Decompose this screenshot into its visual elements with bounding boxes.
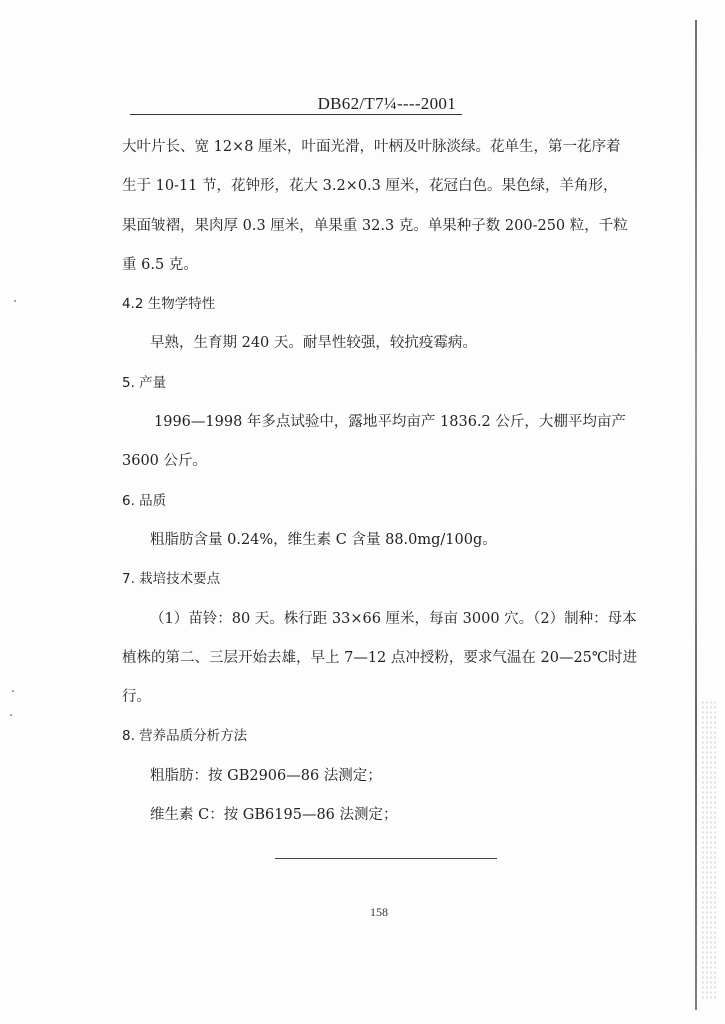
running-header [130,96,462,120]
section-8-item: 维生素 C：按 GB6195—86 法测定； [150,807,398,824]
section-heading-8: 8. 营养品质分析方法 [122,728,248,745]
section-5-line: 3600 公斤。 [122,453,208,470]
section-7-line: 行。 [122,689,151,706]
standard-code: DB62/T7¼----2001 [317,94,456,113]
page-number: 158 [370,905,388,919]
section-heading-4-2: 4.2 生物学特性 [122,296,216,313]
section-heading-6: 6. 品质 [122,492,167,509]
scan-edge-shadow [695,20,697,1010]
body-line: 大叶片长、宽 12×8 厘米，叶面光滑，叶柄及叶脉淡绿。花单生，第一花序着 [122,139,621,155]
body-line: 生于 10-11 节，花钟形，花大 3.2×0.3 厘米，花冠白色。果色绿，羊角形， [122,178,618,195]
section-heading-7: 7. 栽培技术要点 [122,571,221,588]
section-6-text: 粗脂肪含量 0.24%，维生素 C 含量 88.0mg/100g。 [150,531,497,548]
scan-edge-speckle [701,700,717,1000]
scan-speck [10,714,12,716]
body-line: 果面皱褶，果肉厚 0.3 厘米，单果重 32.3 克。单果种子数 200-250 粒，千粒 [122,217,628,234]
section-heading-5: 5. 产量 [122,374,167,391]
section-4-2-text: 早熟，生育期 240 天。耐旱性较强，较抗疫霉病。 [150,335,477,352]
scan-speck [14,300,16,302]
body-line: 重 6.5 克。 [122,256,198,273]
scan-speck [12,690,14,692]
section-8-item: 粗脂肪：按 GB2906—86 法测定； [150,767,382,784]
header-rule [130,114,462,115]
section-7-line: 植株的第二、三层开始去雄，早上 7—12 点冲授粉，要求气温在 20—25℃时进 [122,649,638,666]
footer-rule [275,858,497,859]
section-5-line: 1996—1998 年多点试验中，露地平均亩产 1836.2 公斤，大棚平均亩产 [154,414,626,431]
section-7-line: （1）苗铃：80 天。株行距 33×66 厘米，每亩 3000 穴。（2）制种：母本 [150,610,637,627]
document-body [122,128,662,835]
